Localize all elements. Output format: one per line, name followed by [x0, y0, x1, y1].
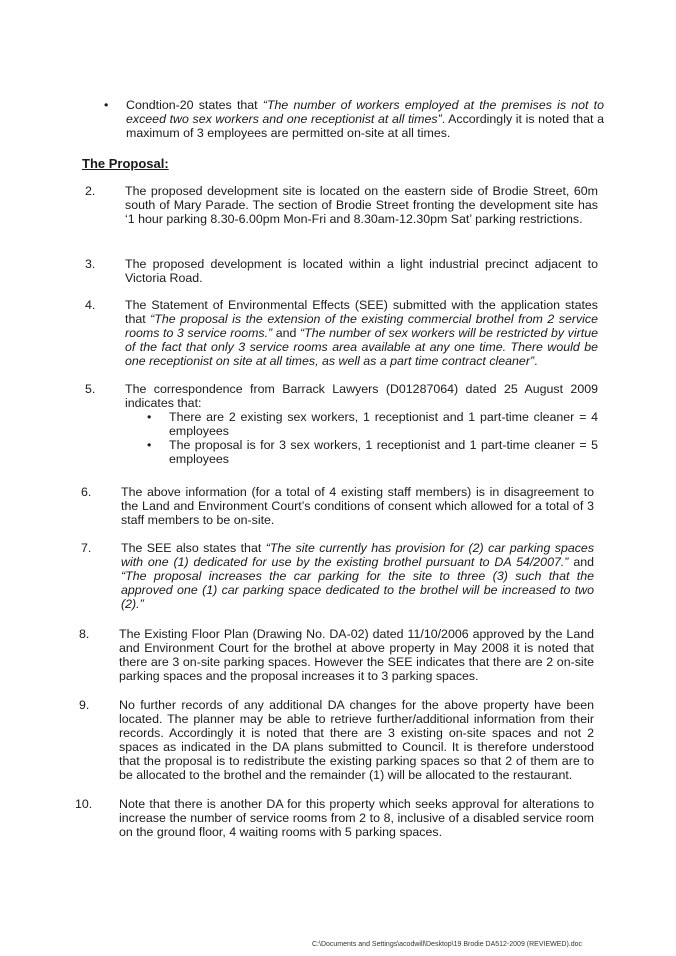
paragraph-number: 2.: [85, 184, 96, 198]
list-item-text: There are 2 existing sex workers, 1 receptionist and 1 part-time cleaner = 4 employees: [169, 410, 598, 438]
paragraph-text: The Existing Floor Plan (Drawing No. DA-02) dated 11/10/2006 approved by the Land and Environment Court for the brothel at above property in May 2008 it is noted that there are 3 on-site parking spaces. However the SEE indicates that there are 2 on-site parking spaces and the proposal increases it to 3 parking spaces.: [119, 627, 594, 683]
see-quote-1: “The site currently has provision for (2) car parking spaces with one (1) dedicated for use by the existing brothel pursuant to DA 54/2007.”: [121, 541, 595, 569]
see-quote-2: “The proposal increases the car parking for the site to three (3) such that the approved one (1) car parking space dedicated to the brothel will be increased to two (2).”: [121, 569, 594, 611]
section-heading: The Proposal:: [82, 156, 169, 171]
paragraph-number: 7.: [81, 541, 92, 555]
bullet-symbol: •: [147, 410, 152, 424]
paragraph-text: The above information (for a total of 4 existing staff members) is in disagreement to the Land and Environment Court’s conditions of consent which allowed for a total of 3 staff members to be on-site.: [121, 485, 594, 527]
paragraph-number: 3.: [85, 257, 96, 271]
see-quote-1: “The proposal is the extension of the existing commercial brothel from 2 service rooms to 3 service rooms.”: [125, 312, 598, 340]
paragraph-text: Note that there is another DA for this property which seeks approval for alterations to increase the number of service rooms from 2 to 8, inclusive of a disabled service room on the ground floor, 4 waiting rooms with 5 parking spaces.: [119, 797, 594, 839]
footer-file-path: C:\Documents and Settings\acodwill\Desktop\19 Brodie DA512-2009 (REVIEWED).doc: [312, 941, 583, 948]
paragraph-number: 4.: [85, 298, 96, 312]
bullet-symbol: •: [104, 98, 109, 112]
paragraph-number: 10.: [75, 797, 93, 811]
paragraph-text: The Statement of Environmental Effects (SEE) submitted with the application states that “The proposal is the extension of the existing commercial brothel from 2 service rooms to 3 service rooms.” and “The number of sex workers will be restricted by virtue of the fact that only 3 service rooms area available at any one time. There would be one receptionist on site at all times, as well as a part time contract cleaner”.: [125, 298, 598, 368]
paragraph-text: The proposed development is located within a light industrial precinct adjacent to Victoria Road.: [125, 257, 598, 285]
condition-20-text: Condtion-20 states that “The number of workers employed at the premises is not to exceed two sex workers and one receptionist at all times”. Accordingly it is noted that a maximum of 3 employees are permitted on-site at all times.: [126, 98, 604, 140]
paragraph-text: The SEE also states that “The site currently has provision for (2) car parking spaces with one (1) dedicated for use by the existing brothel pursuant to DA 54/2007.” and “The proposal increases the car parking for the site to three (3) such that the approved one (1) car parking space dedicated to the brothel will be increased to two (2).”: [121, 541, 595, 611]
see-quote-2: “The number of sex workers will be restricted by virtue of the fact that only 3 service rooms area available at any one time. There would be one receptionist on site at all times, as well as a part time contract cleaner”: [125, 326, 598, 368]
condition-20-bullet: [106, 98, 604, 140]
list-item-text: The proposal is for 3 sex workers, 1 receptionist and 1 part-time cleaner = 5 employees: [169, 438, 598, 466]
paragraph-body: [125, 382, 598, 466]
paragraph-number: 6.: [81, 485, 92, 499]
condition-20-quote: “The number of workers employed at the premises is not to exceed two sex workers and one receptionist at all times”: [126, 98, 604, 126]
list-item: [147, 410, 598, 438]
paragraph-number: 9.: [79, 698, 90, 712]
paragraph-text: The correspondence from Barrack Lawyers (D01287064) dated 25 August 2009 indicates that:: [125, 382, 598, 410]
paragraph-number: 8.: [79, 627, 90, 641]
paragraph-text: The proposed development site is located on the eastern side of Brodie Street, 60m south of Mary Parade. The section of Brodie Street fronting the development site has ‘1 hour parking 8.30-6.00pm Mon-Fri and 8.30am-12.30pm Sat’ parking restrictions.: [125, 184, 598, 226]
paragraph-text: No further records of any additional DA changes for the above property have been located. The planner may be able to retrieve further/additional information from their records. Accordingly it is noted that there are 3 existing on-site spaces and not 2 spaces as indicated in the DA plans submitted to Council. It is therefore understood that the proposal is to redistribute the existing parking spaces so that 2 of them are to be allocated to the brothel and the remainder (1) will be allocated to the restaurant.: [119, 698, 594, 782]
bullet-symbol: •: [147, 438, 152, 452]
list-item: [147, 438, 598, 466]
paragraph-number: 5.: [85, 382, 96, 396]
